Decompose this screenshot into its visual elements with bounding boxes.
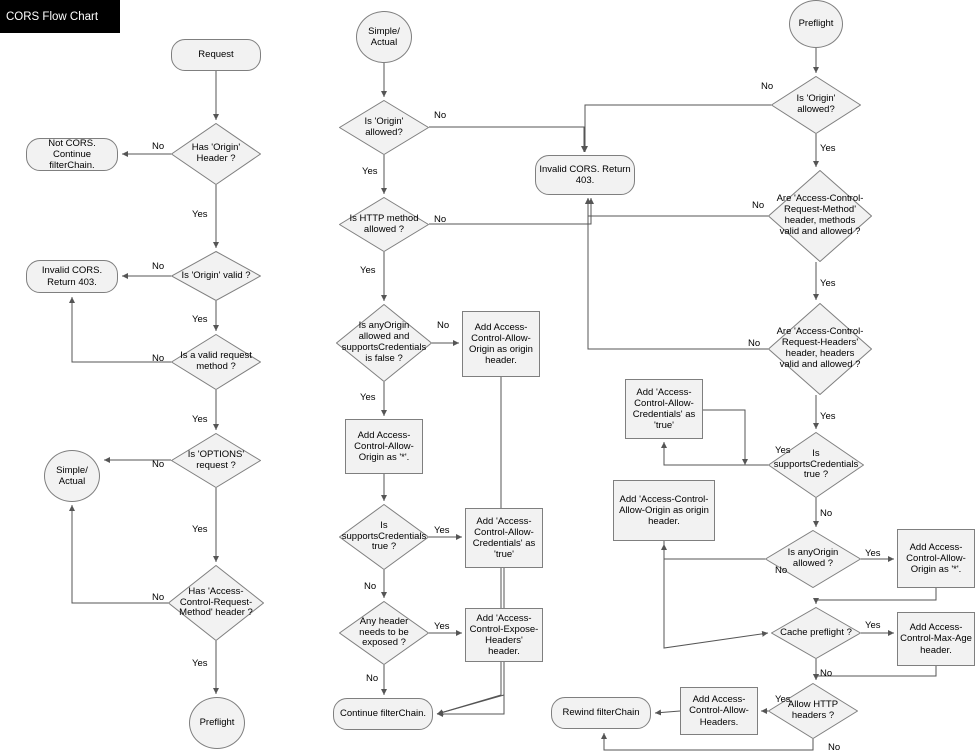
edge-label: Yes (192, 314, 208, 325)
decision-node (771, 76, 861, 134)
decision-node (339, 504, 429, 570)
process-node: Add Access-Control-Max-Age header. (897, 612, 975, 666)
flow-edge (437, 662, 504, 714)
process-node: Add Access-Control-Allow-Headers. (680, 687, 758, 735)
edge-label: No (775, 565, 788, 576)
flow-edge (664, 442, 768, 465)
process-node: Add 'Access-Control-Allow-Origin as origin header. (613, 480, 715, 541)
node-label: Is 'Origin' allowed? (364, 115, 404, 138)
edge-label: No (820, 668, 833, 679)
decision-node (771, 607, 861, 659)
decision-node (765, 530, 861, 588)
terminal-node: Simple/ Actual (44, 450, 100, 502)
process-node: Add Access-Control-Allow-Origin as '*'. (345, 419, 423, 474)
edge-label: Yes (192, 209, 208, 220)
terminator-node: Continue filterChain. (333, 698, 433, 730)
decision-node (339, 100, 429, 155)
edge-label: No (828, 742, 841, 753)
edge-label: No (364, 581, 377, 592)
edge-label: No (761, 81, 774, 92)
node-label: Has 'Access-Control-Request-Method' header ? (179, 585, 253, 619)
flow-edge (72, 505, 168, 603)
process-node: Add 'Access-Control-Allow-Credentials' as 'true' (465, 508, 543, 568)
node-label: Any header needs to be exposed ? (359, 615, 409, 649)
terminator-node: Rewind filterChain (551, 697, 651, 729)
node-label: Is anyOrigin allowed ? (787, 547, 839, 569)
decision-node (339, 197, 429, 252)
terminal-node: Simple/ Actual (356, 11, 412, 63)
node-label: Is supportsCredentials true ? (341, 519, 427, 553)
node-label: Is 'Origin' allowed? (796, 93, 836, 115)
edge-label: Yes (775, 445, 791, 456)
terminator-node: Invalid CORS. Return 403. (26, 260, 118, 293)
edge-label: Yes (192, 658, 208, 669)
node-label: Are 'Access-Control-Request-Method' header, methods valid and allowed ? (776, 193, 864, 237)
process-node: Add Access-Control-Allow-Origin as '*'. (897, 529, 975, 588)
terminator-node: Invalid CORS. Return 403. (535, 155, 635, 195)
flow-edge (585, 105, 771, 152)
node-label: Allow HTTP headers ? (787, 699, 839, 721)
terminator-node: Request (171, 39, 261, 71)
node-label: Is HTTP method allowed ? (349, 212, 419, 235)
edge-label: Yes (192, 524, 208, 535)
flow-edge (816, 588, 936, 604)
edge-label: Yes (362, 166, 378, 177)
flow-edge (429, 198, 591, 224)
decision-node (768, 170, 872, 262)
edge-label: Yes (820, 411, 836, 422)
edge-label: Yes (775, 694, 791, 705)
edge-label: Yes (865, 548, 881, 559)
node-label: Is 'Origin' valid ? (181, 269, 251, 281)
edge-label: No (434, 110, 447, 121)
terminal-node: Preflight (789, 0, 843, 48)
flow-edge (664, 544, 765, 559)
decision-node (171, 251, 261, 301)
edge-label: No (152, 459, 165, 470)
node-label: Is anyOrigin allowed and supportsCredentials is false ? (341, 320, 427, 364)
process-node: Add 'Access-Control-Expose-Headers' header. (465, 608, 543, 662)
flow-edge (588, 198, 768, 216)
decision-node (768, 683, 858, 739)
node-label: Is supportsCredentials true ? (773, 447, 859, 481)
page-title: CORS Flow Chart (0, 0, 120, 33)
edge-label: No (152, 261, 165, 272)
edge-label: No (434, 214, 447, 225)
node-label: Cache preflight ? (780, 626, 852, 638)
edge-label: Yes (434, 621, 450, 632)
decision-node (171, 123, 261, 185)
edge-label: Yes (360, 392, 376, 403)
process-node: Add Access-Control-Allow-Origin as origin header. (462, 311, 540, 377)
decision-node (171, 433, 261, 488)
edge-label: Yes (820, 143, 836, 154)
edge-label: No (437, 320, 450, 331)
decision-node (768, 303, 872, 395)
flow-edge (816, 666, 936, 680)
decision-node (339, 601, 429, 665)
node-label: Is 'OPTIONS' request ? (187, 448, 245, 471)
process-node: Add 'Access-Control-Allow-Credentials' as 'true' (625, 379, 703, 439)
flow-edge (664, 541, 768, 648)
edge-label: Yes (865, 620, 881, 631)
edge-label: No (748, 338, 761, 349)
flow-edge (588, 198, 768, 349)
edge-label: No (752, 200, 765, 211)
terminator-node: Not CORS. Continue filterChain. (26, 138, 118, 171)
node-label: Has 'Origin' Header ? (191, 142, 241, 164)
decision-node (171, 334, 261, 390)
edge-label: Yes (820, 278, 836, 289)
edge-label: No (152, 592, 165, 603)
edge-label: Yes (192, 414, 208, 425)
decision-node (336, 304, 432, 382)
decision-node (768, 432, 864, 498)
node-label: Is a valid request method ? (180, 350, 252, 372)
edge-label: No (366, 673, 379, 684)
flow-edge (655, 711, 680, 713)
edge-label: Yes (360, 265, 376, 276)
terminal-node: Preflight (189, 697, 245, 749)
flow-edge (429, 127, 584, 152)
edge-label: No (152, 141, 165, 152)
edge-label: Yes (434, 525, 450, 536)
decision-node (168, 565, 264, 641)
edge-label: No (152, 353, 165, 364)
edge-label: No (820, 508, 833, 519)
node-label: Are 'Access-Control-Request-Headers' header, headers valid and allowed ? (776, 326, 864, 370)
